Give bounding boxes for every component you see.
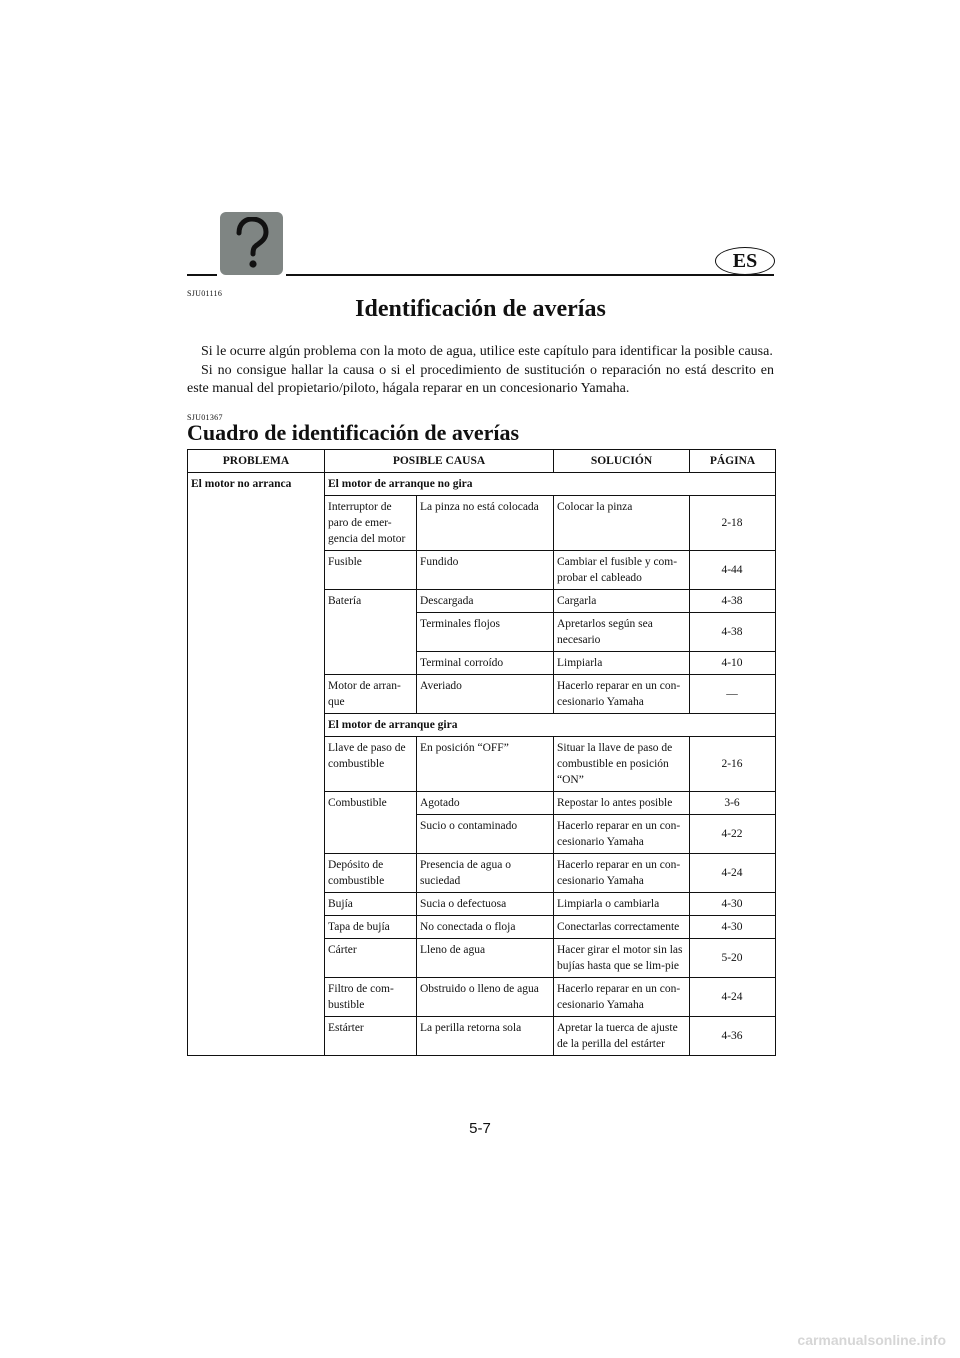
page-cell: 4-38	[690, 590, 776, 613]
group-heading: El motor de arranque gira	[325, 714, 776, 737]
page-cell: 4-30	[690, 893, 776, 916]
page-cell: 4-36	[690, 1017, 776, 1056]
component-cell: Combustible	[325, 792, 417, 854]
page-cell: 4-44	[690, 551, 776, 590]
language-badge: ES	[715, 247, 775, 275]
solution-cell: Hacerlo reparar en un con-cesionario Yamaha	[554, 815, 690, 854]
solution-cell: Colocar la pinza	[554, 496, 690, 551]
component-cell: Interruptor de paro de emer-gencia del motor	[325, 496, 417, 551]
page-cell: 4-22	[690, 815, 776, 854]
section-code: SJU01116	[187, 289, 223, 298]
page-cell: 4-10	[690, 652, 776, 675]
page-cell: 2-18	[690, 496, 776, 551]
page-cell: 4-24	[690, 978, 776, 1017]
group-heading: El motor de arranque no gira	[325, 473, 776, 496]
solution-cell: Hacerlo reparar en un con-cesionario Yamaha	[554, 675, 690, 714]
cause-cell: Lleno de agua	[417, 939, 554, 978]
component-cell: Depósito de combustible	[325, 854, 417, 893]
cause-cell: En posición “OFF”	[417, 737, 554, 792]
cause-cell: Descargada	[417, 590, 554, 613]
cause-cell: Sucia o defectuosa	[417, 893, 554, 916]
component-cell: Llave de paso de combustible	[325, 737, 417, 792]
solution-cell: Apretar la tuerca de ajuste de la perilla del estárter	[554, 1017, 690, 1056]
cause-cell: Averiado	[417, 675, 554, 714]
solution-cell: Apretarlos según sea necesario	[554, 613, 690, 652]
component-cell: Tapa de bujía	[325, 916, 417, 939]
solution-cell: Cargarla	[554, 590, 690, 613]
cause-cell: La pinza no está colocada	[417, 496, 554, 551]
header-rule-left	[187, 274, 217, 276]
table-header-row	[188, 450, 776, 473]
page-cell: 4-38	[690, 613, 776, 652]
table-section-code: SJU01367	[187, 413, 223, 422]
solution-cell: Hacerlo reparar en un con-cesionario Yamaha	[554, 978, 690, 1017]
table-row	[188, 473, 776, 496]
intro-text	[187, 343, 774, 399]
page-cell: 4-30	[690, 916, 776, 939]
problem-cell: El motor no arranca	[188, 473, 325, 1056]
cause-cell: Presencia de agua o suciedad	[417, 854, 554, 893]
cause-cell: Sucio o contaminado	[417, 815, 554, 854]
page-title: Identificación de averías	[355, 296, 606, 322]
page-cell: 2-16	[690, 737, 776, 792]
solution-cell: Limpiarla o cambiarla	[554, 893, 690, 916]
page-number: 5-7	[469, 1120, 491, 1137]
cause-cell: Obstruido o lleno de agua	[417, 978, 554, 1017]
watermark: carmanualsonline.info	[797, 1332, 946, 1348]
header-problema: PROBLEMA	[188, 450, 325, 473]
solution-cell: Hacer girar el motor sin las bujías hasta que se lim-pie	[554, 939, 690, 978]
cause-cell: Terminal corroído	[417, 652, 554, 675]
header-pagina: PÁGINA	[690, 450, 776, 473]
page-cell: 3-6	[690, 792, 776, 815]
cause-cell: La perilla retorna sola	[417, 1017, 554, 1056]
header-solucion: SOLUCIÓN	[554, 450, 690, 473]
component-cell: Bujía	[325, 893, 417, 916]
component-cell: Estárter	[325, 1017, 417, 1056]
cause-cell: Fundido	[417, 551, 554, 590]
intro-paragraph: Si no consigue hallar la causa o si el procedimiento de sustitución o reparación no está descrito en este manual del propietario/piloto, hágala reparar en un concesionario Yamaha.	[187, 362, 774, 396]
cause-cell: Terminales flojos	[417, 613, 554, 652]
solution-cell: Situar la llave de paso de combustible en posición “ON”	[554, 737, 690, 792]
component-cell: Fusible	[325, 551, 417, 590]
cause-cell: No conectada o floja	[417, 916, 554, 939]
table-section-title: Cuadro de identificación de averías	[187, 420, 520, 445]
question-mark-icon	[220, 212, 283, 275]
component-cell: Filtro de com-bustible	[325, 978, 417, 1017]
page-cell: 4-24	[690, 854, 776, 893]
page-cell: 5-20	[690, 939, 776, 978]
header-posible-causa: POSIBLE CAUSA	[325, 450, 554, 473]
component-cell: Motor de arran-que	[325, 675, 417, 714]
solution-cell: Repostar lo antes posible	[554, 792, 690, 815]
solution-cell: Hacerlo reparar en un con-cesionario Yamaha	[554, 854, 690, 893]
solution-cell: Cambiar el fusible y com-probar el cableado	[554, 551, 690, 590]
troubleshooting-table	[187, 449, 776, 1056]
header-rule-right	[286, 274, 774, 276]
solution-cell: Limpiarla	[554, 652, 690, 675]
intro-paragraph: Si le ocurre algún problema con la moto de agua, utilice este capítulo para identificar la posible causa.	[201, 344, 773, 359]
component-cell: Batería	[325, 590, 417, 675]
page-cell: —	[690, 675, 776, 714]
cause-cell: Agotado	[417, 792, 554, 815]
solution-cell: Conectarlas correctamente	[554, 916, 690, 939]
component-cell: Cárter	[325, 939, 417, 978]
